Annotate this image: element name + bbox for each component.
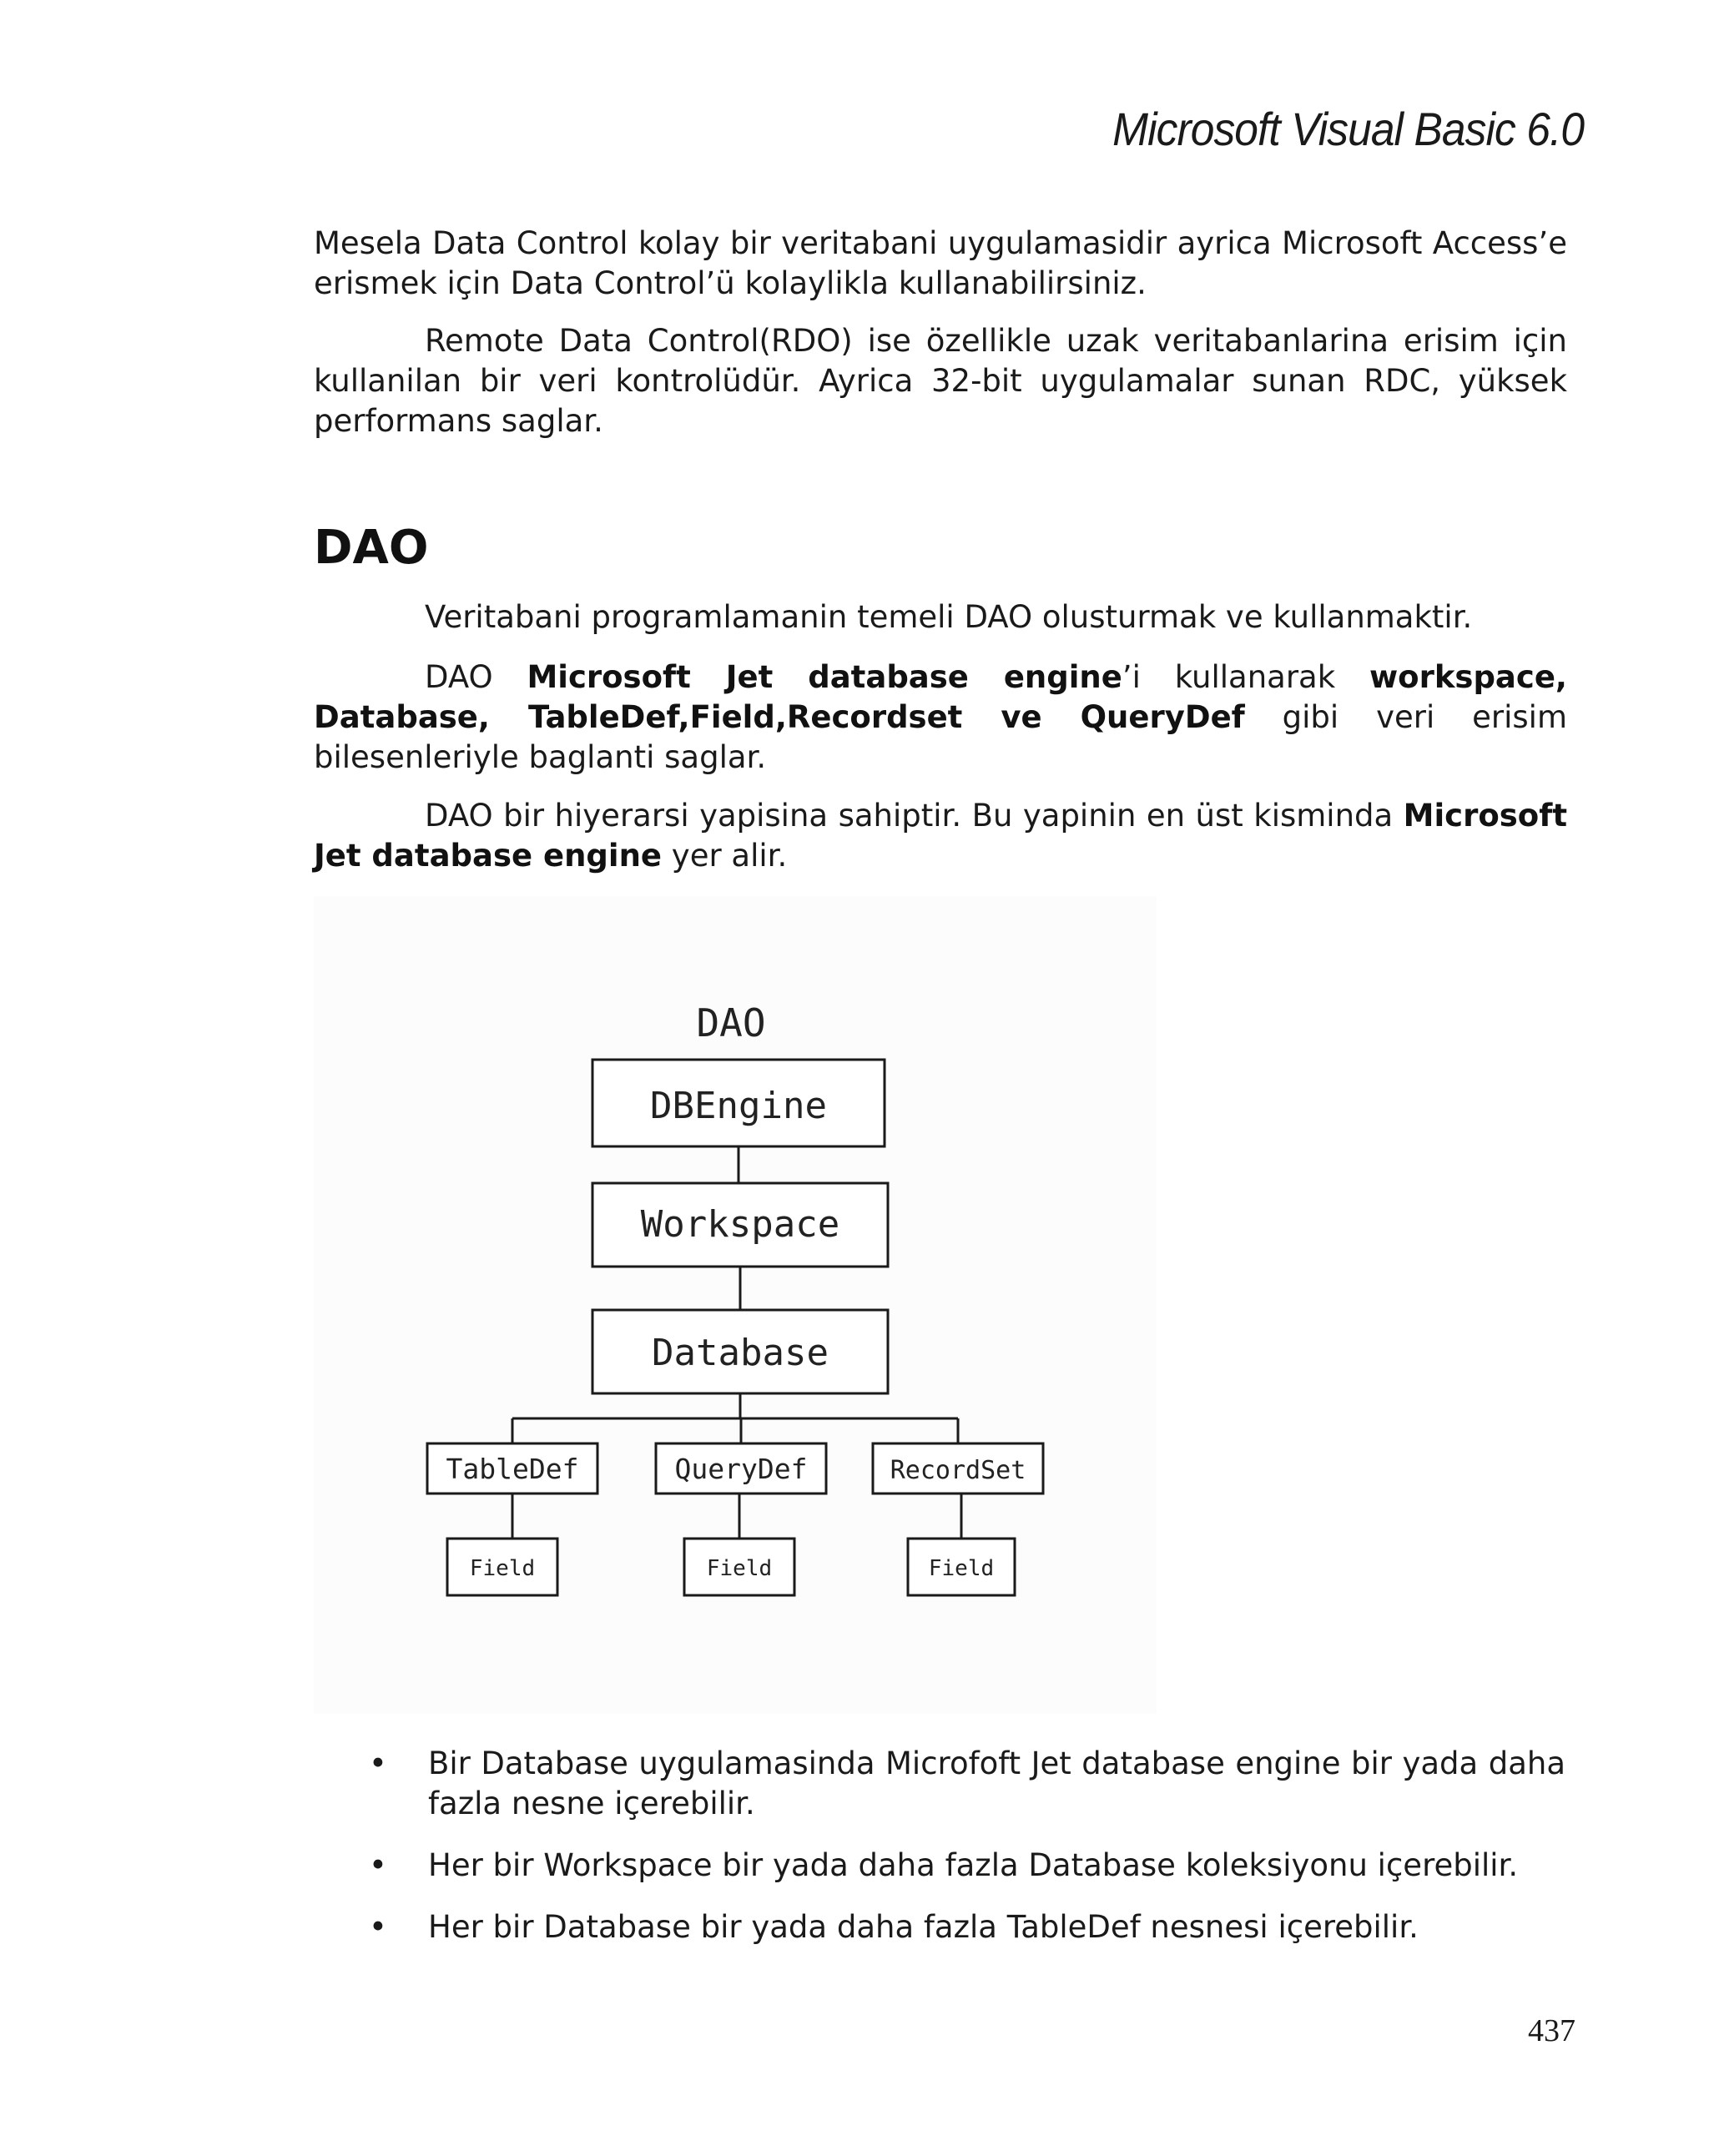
dao-components-bold-1: Microsoft Jet database engine [527,659,1122,695]
bullet-item [314,1907,1565,1947]
dao-hierarchy-bold-1: Microsoft Jet database engine [314,798,1567,874]
querydef-label: QueryDef [674,1453,808,1485]
field-label-2: Field [706,1556,773,1581]
paragraph-data-control: Mesela Data Control kolay bir veritabani uygulamasidir ayrica Microsoft Access’e erismek için Data Control’ü kolaylikla kullanabilirsiniz. [314,225,1567,301]
tabledef-label: TableDef [446,1453,579,1485]
running-header: Microsoft Visual Basic 6.0 [1112,103,1584,155]
section-heading-dao: DAO [314,521,429,575]
paragraph-dao-intro: Veritabani programlamanin temeli DAO olusturmak ve kullanmaktir. [425,599,1473,635]
bullet-text: Bir Database uygulamasinda Microfoft Jet database engine bir yada daha fazla nesne içerebilir. [428,1745,1565,1821]
dao-components-text-1: DAO [425,659,527,695]
bullet-icon: • [369,1745,387,1781]
paragraph-remote-data-control: Remote Data Control(RDO) ise özellikle uzak veritabanlarina erisim için kullanilan bir veri kontrolüdür. Ayrica 32-bit uygulamalar sunan RDC, yüksek performans saglar. [314,323,1567,439]
dao-components-bold-2: workspace, Database, TableDef,Field,Recordset ve QueryDef [314,659,1567,735]
bullet-text: Her bir Database bir yada daha fazla TableDef nesnesi içerebilir. [428,1909,1419,1945]
dao-hierarchy-svg [314,896,1157,1714]
field-label-3: Field [928,1556,995,1581]
dbengine-label: DBEngine [650,1085,827,1127]
bullet-text: Her bir Workspace bir yada daha fazla Database koleksiyonu içerebilir. [428,1847,1519,1883]
dao-components-text-2: ’i kullanarak [1122,659,1369,695]
recordset-label: RecordSet [890,1456,1026,1485]
bullet-item [314,1846,1565,1886]
paragraph-dao-hierarchy [314,796,1567,876]
workspace-label: Workspace [640,1203,840,1246]
bullet-icon: • [369,1847,387,1883]
database-label: Database [652,1332,829,1374]
dao-hierarchy-text-2: yer alir. [662,838,788,874]
field-label-1: Field [469,1556,536,1581]
dao-hierarchy-diagram [314,896,1157,1714]
dao-hierarchy-text-1: DAO bir hiyerarsi yapisina sahiptir. Bu yapinin en üst kisminda [425,798,1404,834]
bullet-item [314,1744,1565,1824]
page-number: 437 [1528,2013,1575,2048]
dao-components-text-3: gibi veri erisim bilesenleriyle baglanti saglar. [314,699,1567,775]
paragraph-dao-components [314,657,1567,778]
bullet-icon: • [369,1909,387,1945]
diagram-title: DAO [696,1000,766,1045]
bullet-list [314,1744,1565,1969]
